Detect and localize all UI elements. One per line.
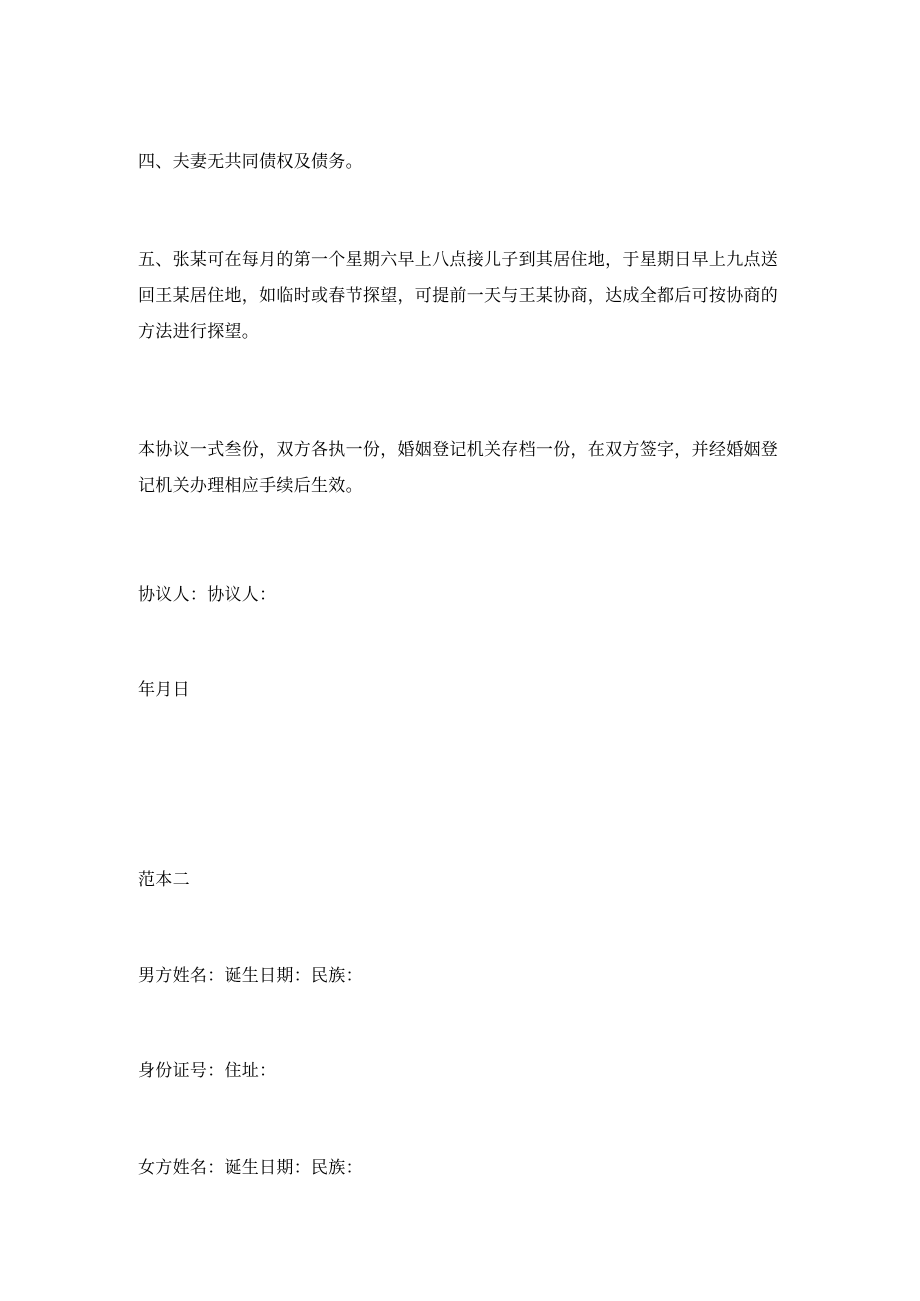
- female-party-info: 女方姓名：诞生日期：民族：: [138, 1158, 363, 1178]
- template-two-heading: 范本二: [138, 870, 190, 890]
- male-party-info: 男方姓名：诞生日期：民族：: [138, 966, 363, 986]
- clause-five: 五、张某可在每月的第一个星期六早上八点接儿子到其居住地，于星期日早上九点送回王某居住地，如临时或春节探望，可提前一天与王某协商，达成全都后可按协商的方法进行探望。: [138, 250, 779, 342]
- agreement-validity: 本协议一式叁份，双方各执一份，婚姻登记机关存档一份，在双方签字，并经婚姻登记机关办理相应手续后生效。: [138, 440, 779, 496]
- date-line: 年月日: [138, 680, 190, 700]
- clause-four: 四、夫妻无共同债权及债务。: [138, 152, 363, 172]
- signatories-line: 协议人：协议人：: [138, 585, 277, 605]
- id-address-line: 身份证号：住址：: [138, 1061, 277, 1081]
